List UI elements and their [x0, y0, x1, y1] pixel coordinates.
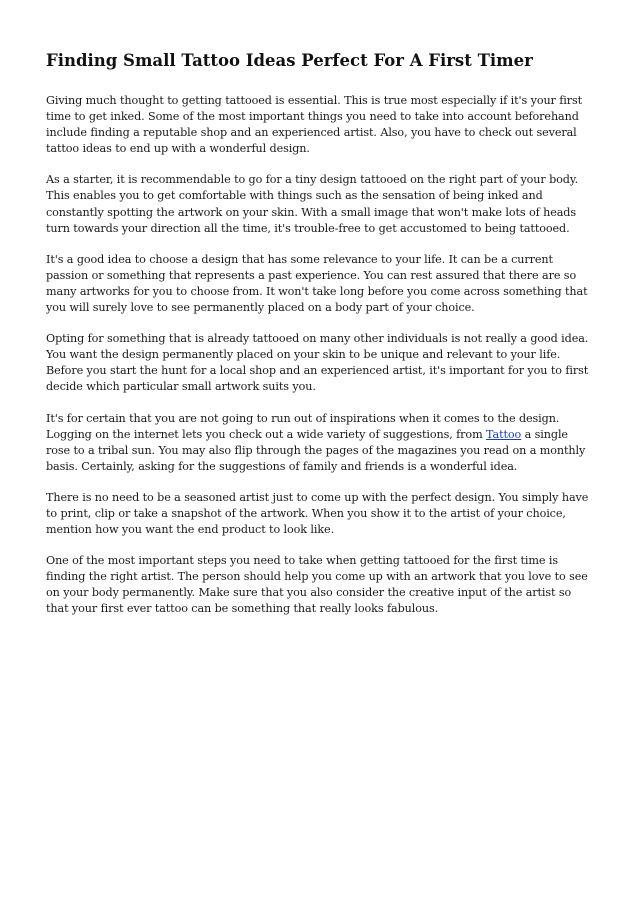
paragraph-2: As a starter, it is recommendable to go for a tiny design tattooed on the right part of your body. This enables you to get comfortable with things such as the sensation of being inked and constantly spotting the artwork on your skin. With a small image that won't make lots of heads turn towards your direction all the time, it's trouble-free to get accustomed to being tattooed.: [46, 173, 579, 235]
paragraph-4: Opting for something that is already tattooed on many other individuals is not really a good idea. You want the design permanently placed on your skin to be unique and relevant to your life. Before you start the hunt for a local shop and an experienced artist, it's important for you to first decide which particular small artwork suits you.: [46, 332, 589, 394]
paragraph-6: There is no need to be a seasoned artist just to come up with the perfect design. You simply have to print, clip or take a snapshot of the artwork. When you show it to the artist of your choice, mention how you want the end product to look like.: [46, 490, 589, 537]
paragraph-5: [46, 411, 594, 475]
tattoo-link[interactable]: Tattoo: [486, 427, 522, 441]
paragraph-3: It's a good idea to choose a design that has some relevance to your life. It can be a current passion or something that represents a past experience. You can rest assured that there are so many artworks for you to choose from. It won't take long before you come across something that you will surely love to see permanently placed on a body part of your choice.: [46, 252, 588, 315]
paragraph-1: Giving much thought to getting tattooed is essential. This is true most especially if it's your first time to get inked. Some of the most important things you need to take into account beforehand include finding a reputable shop and an experienced artist. Also, you have to check out several tattoo ideas to end up with a wonderful design.: [46, 94, 583, 156]
document-body: [46, 50, 594, 633]
paragraph-5-text-before-link: It's for certain that you are not going to run out of inspirations when it comes to the design. Logging on the internet lets you check out a wide variety of suggestions, from: [46, 411, 560, 441]
paragraph-7: One of the most important steps you need to take when getting tattooed for the first time is finding the right artist. The person should help you come up with an artwork that you love to see on your body permanently. Make sure that you also consider the creative input of the artist so that your first ever tattoo can be something that really looks fabulous.: [46, 554, 588, 616]
document-title: Finding Small Tattoo Ideas Perfect For A First Timer: [46, 51, 533, 70]
paragraph-5-text-after-link: a single rose to a tribal sun. You may also flip through the pages of the magazines you read on a monthly basis. Certainly, asking for the suggestions of family and friends is a wonderful idea.: [46, 427, 586, 473]
